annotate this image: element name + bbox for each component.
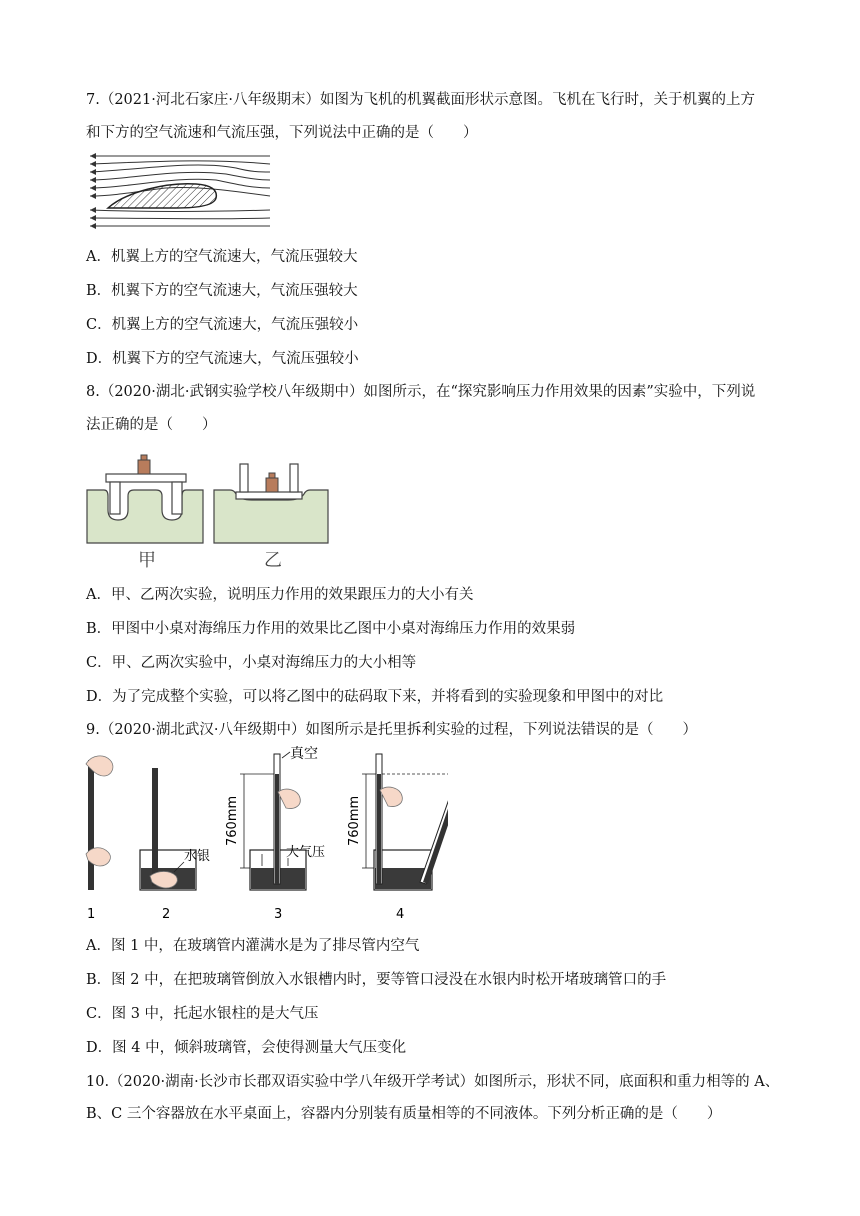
height-label-3: 760mm — [225, 795, 240, 846]
q8-stem-line2: 法正确的是（ ） — [86, 417, 217, 433]
step-1-number: 1 — [87, 907, 96, 922]
q8-option-d[interactable]: D．为了完成整个实验，可以将乙图中的砝码取下来，并将看到的实验现象和甲图中的对比 — [86, 689, 664, 705]
q8-option-b[interactable]: B．甲图中小桌对海绵压力作用的效果比乙图中小桌对海绵压力作用的效果弱 — [86, 621, 576, 637]
mercury-label: 水银 — [184, 849, 211, 864]
label-yi: 乙 — [264, 550, 282, 571]
q10-stem-line1: 10.（2020·湖南·长沙市长郡双语实验中学八年级开学考试）如图所示，形状不同，底面积和重力相等的 A、 — [86, 1074, 780, 1090]
q9-option-b[interactable]: B．图 2 中，在把玻璃管倒放入水银槽内时，要等管口浸没在水银内时松开堵玻璃管口的手 — [86, 972, 667, 988]
step-2 — [140, 768, 210, 922]
step-3 — [225, 746, 325, 922]
q9-option-c[interactable]: C．图 3 中，托起水银柱的是大气压 — [86, 1006, 319, 1022]
q7-option-b[interactable]: B．机翼下方的空气流速大，气流压强较大 — [86, 283, 358, 299]
q7-option-a[interactable]: A．机翼上方的空气流速大，气流压强较大 — [86, 249, 358, 265]
pressure-experiment-figure — [86, 448, 336, 574]
step-1 — [86, 756, 113, 922]
q8-option-c[interactable]: C．甲、乙两次实验中，小桌对海绵压力的大小相等 — [86, 655, 417, 671]
q9-option-a[interactable]: A．图 1 中，在玻璃管内灌满水是为了排尽管内空气 — [86, 938, 420, 954]
label-jia: 甲 — [138, 550, 156, 571]
q7-stem-line2: 和下方的空气流速和气流压强，下列说法中正确的是（ ） — [86, 125, 478, 141]
q10-stem-line2: B、C 三个容器放在水平桌面上，容器内分别装有质量相等的不同液体。下列分析正确的是（ ） — [86, 1106, 722, 1122]
vacuum-label: 真空 — [290, 746, 318, 762]
step-3-number: 3 — [274, 907, 283, 922]
q9-option-d[interactable]: D．图 4 中，倾斜玻璃管，会使得测量大气压变化 — [86, 1040, 407, 1056]
q7-stem-line1: 7.（2021·河北石家庄·八年级期末）如图为飞机的机翼截面形状示意图。飞机在飞行时，关于机翼的上方 — [86, 92, 755, 108]
step-4 — [347, 754, 448, 922]
q7-option-c[interactable]: C．机翼上方的空气流速大，气流压强较小 — [86, 317, 359, 333]
q9-stem-line1: 9.（2020·湖北武汉·八年级期中）如图所示是托里拆利实验的过程，下列说法错误的是（ ） — [86, 722, 697, 738]
q8-option-a[interactable]: A．甲、乙两次实验，说明压力作用的效果跟压力的大小有关 — [86, 587, 474, 603]
airfoil-figure — [86, 150, 274, 232]
atm-label: 大气压 — [286, 845, 326, 860]
q7-option-d[interactable]: D．机翼下方的空气流速大，气流压强较小 — [86, 351, 359, 367]
sponge-jia — [87, 455, 203, 543]
sponge-yi — [214, 464, 328, 543]
height-label-4: 760mm — [347, 795, 362, 846]
q8-stem-line1: 8.（2020·湖北·武钢实验学校八年级期中）如图所示，在“探究影响压力作用效果的因素”实验中，下列说 — [86, 384, 756, 400]
torricelli-figure — [78, 746, 448, 926]
step-2-number: 2 — [162, 907, 171, 922]
step-4-number: 4 — [396, 907, 405, 922]
